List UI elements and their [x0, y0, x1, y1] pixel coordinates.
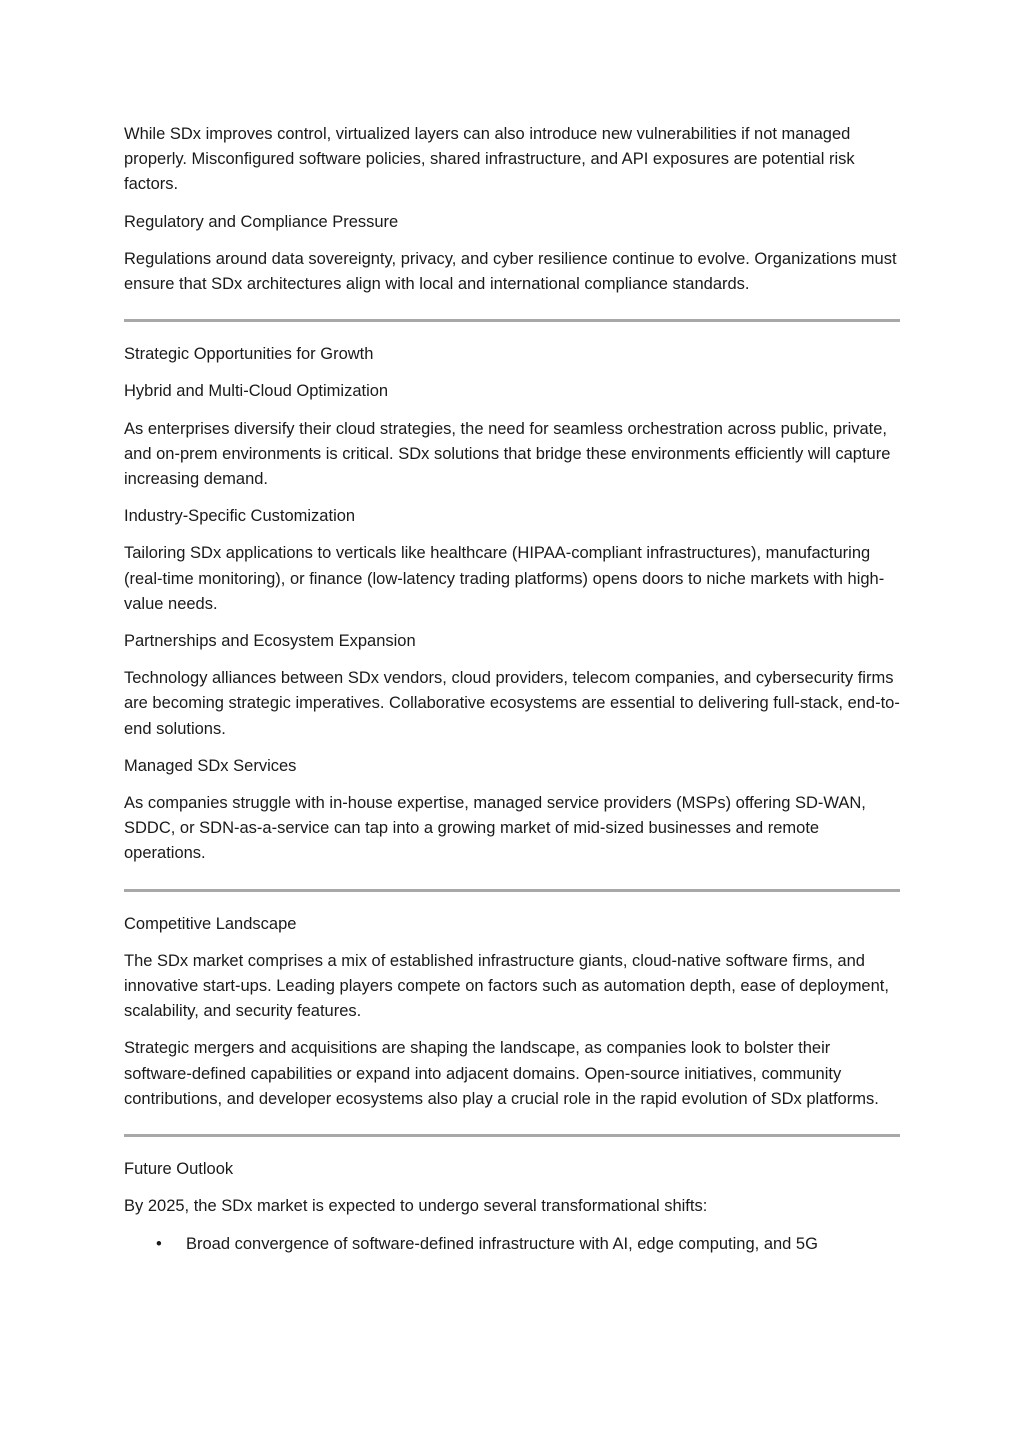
- section-divider: [124, 319, 900, 322]
- managed-services-heading: Managed SDx Services: [124, 756, 297, 775]
- partnerships-heading: Partnerships and Ecosystem Expansion: [124, 632, 416, 651]
- bullet-text: Broad convergence of software-defined infrastructure with AI, edge computing, and 5G: [186, 1234, 818, 1253]
- section-divider: [124, 889, 900, 892]
- competitive-paragraph-1: The SDx market comprises a mix of established infrastructure giants, cloud-native software firms, and innovative start-ups. Leading players compete on factors such as automation depth, ease of deployment, scalability, and security features.: [124, 951, 889, 1021]
- partnerships-paragraph: Technology alliances between SDx vendors, cloud providers, telecom companies, and cybersecurity firms are becoming strategic imperatives. Collaborative ecosystems are essential to delivering full-stack, end-to-end solutions.: [124, 669, 900, 738]
- list-item: [124, 1232, 900, 1257]
- industry-customization-heading: Industry-Specific Customization: [124, 507, 356, 526]
- outlook-heading: Future Outlook: [124, 1160, 234, 1179]
- regulatory-paragraph: Regulations around data sovereignty, privacy, and cyber resilience continue to evolve. Organizations must ensure that SDx architectures align with local and international compliance standards.: [124, 249, 897, 294]
- competitive-heading: Competitive Landscape: [124, 914, 297, 933]
- bullet-icon: •: [156, 1234, 162, 1253]
- hybrid-cloud-paragraph: As enterprises diversify their cloud strategies, the need for seamless orchestration across public, private, and on-prem environments is critical. SDx solutions that bridge these environments efficiently will capture increasing demand.: [124, 419, 891, 489]
- managed-services-paragraph: As companies struggle with in-house expertise, managed service providers (MSPs) offering SD-WAN, SDDC, or SDN-as-a-service can tap into a growing market of mid-sized businesses and remote operations.: [124, 794, 866, 863]
- regulatory-heading: Regulatory and Compliance Pressure: [124, 212, 399, 231]
- outlook-intro: By 2025, the SDx market is expected to undergo several transformational shifts:: [124, 1197, 708, 1216]
- document-page: [124, 122, 900, 1257]
- risk-paragraph: While SDx improves control, virtualized layers can also introduce new vulnerabilities if not managed properly. Misconfigured software policies, shared infrastructure, and API exposures are potential risk factors.: [124, 125, 855, 194]
- hybrid-cloud-heading: Hybrid and Multi-Cloud Optimization: [124, 382, 389, 401]
- growth-heading: Strategic Opportunities for Growth: [124, 345, 374, 364]
- outlook-bullet-list: [124, 1232, 900, 1257]
- section-divider: [124, 1134, 900, 1137]
- industry-customization-paragraph: Tailoring SDx applications to verticals like healthcare (HIPAA-compliant infrastructures), manufacturing (real-time monitoring), or finance (low-latency trading platforms) opens doors to niche markets with high-value needs.: [124, 544, 885, 613]
- competitive-paragraph-2: Strategic mergers and acquisitions are shaping the landscape, as companies look to bolster their software-defined capabilities or expand into adjacent domains. Open-source initiatives, community contributions, and developer ecosystems also play a crucial role in the rapid evolution of SDx platforms.: [124, 1039, 879, 1108]
